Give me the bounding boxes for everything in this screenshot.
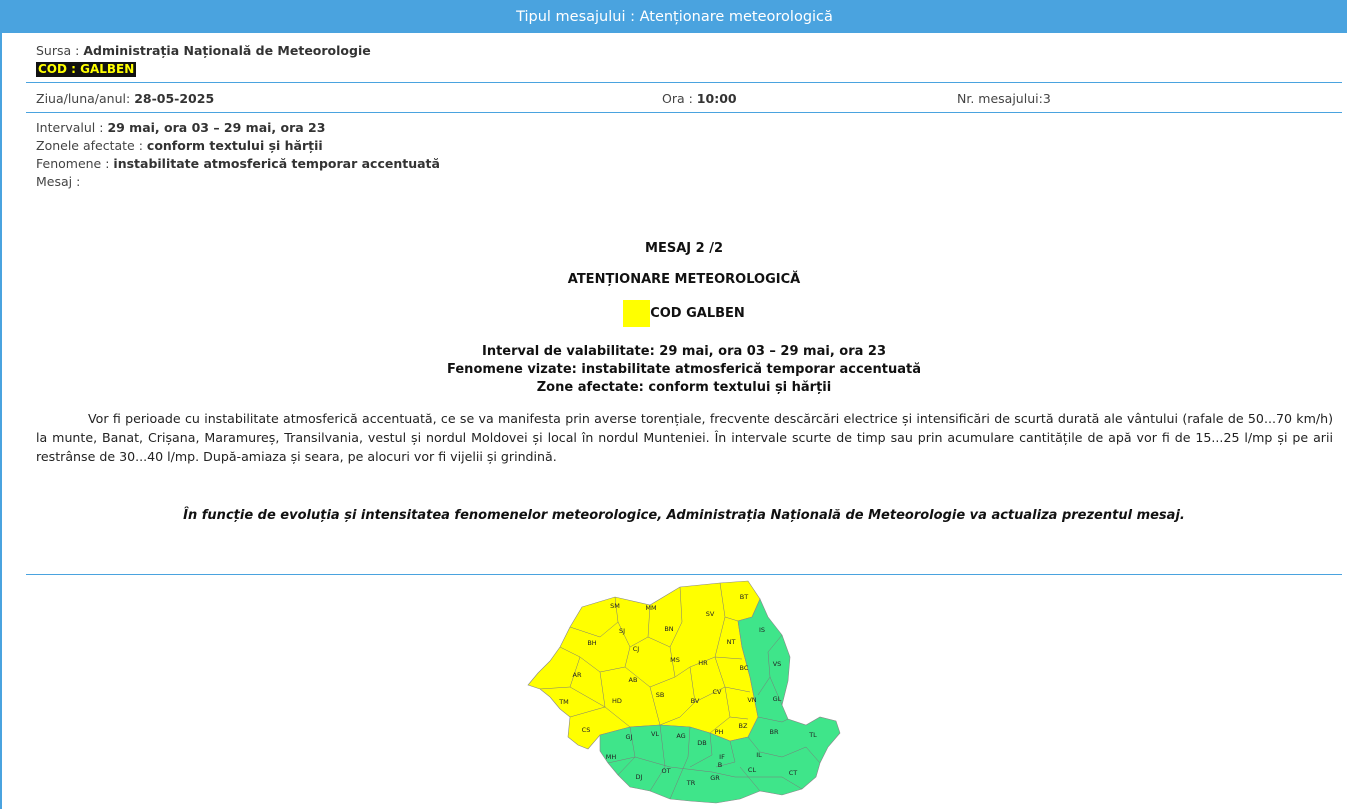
county-label-gj: GJ	[625, 733, 633, 741]
message-label-line	[36, 174, 80, 189]
county-label-dj: DJ	[635, 773, 643, 781]
hour-value: 10:00	[696, 91, 737, 106]
county-label-tm: TM	[559, 698, 569, 706]
county-label-tr: TR	[686, 779, 696, 787]
message-body: Vor fi perioade cu instabilitate atmosferică accentuată, ce se va manifesta prin averse torențiale, frecvente descărcări electrice și intensificări de scurtă durată ale vântului (rafale de 50...70 km/h) la munte, Banat, Crișana, Maramureș, Transilvania, vestul și nordul Moldovei și local în nordul Munteniei. În intervale scurte de timp sau prin acumulare cantitățile de apă vor fi de 15...25 l/mp și pe arii restrânse de 30...40 l/mp. După-amiaza și seara, pe alocuri vor fi vijelii și grindină.	[36, 411, 1333, 464]
code-color-swatch	[623, 300, 650, 327]
county-label-vl: VL	[650, 730, 660, 738]
county-label-ph: PH	[714, 728, 724, 736]
number-line	[957, 91, 1051, 106]
phenomena-line	[36, 156, 440, 171]
county-label-br: BR	[769, 728, 779, 736]
closing-note: În funcție de evoluția și intensitatea fenomenelor meteorologice, Administrația Națională de Meteorologie va actualiza prezentul mesaj.	[183, 508, 1185, 523]
affected-zones: Zone afectate: conform textului și hărții	[536, 380, 832, 395]
county-label-bc: BC	[739, 664, 749, 672]
county-label-cj: CJ	[632, 645, 640, 653]
interval-line	[36, 120, 325, 135]
left-border	[0, 0, 2, 809]
county-label-sm: SM	[610, 602, 620, 610]
source-value: Administrația Națională de Meteorologie	[83, 43, 371, 58]
county-label-ct: CT	[788, 769, 798, 777]
message-label: Mesaj :	[36, 174, 81, 189]
county-label-cv: CV	[712, 688, 722, 696]
county-label-mh: MH	[605, 753, 617, 761]
county-label-bv: BV	[690, 697, 700, 705]
code-text: COD GALBEN	[650, 306, 745, 321]
zones-line	[36, 138, 323, 153]
source-label: Sursa :	[36, 43, 84, 58]
county-label-ab: AB	[628, 676, 638, 684]
county-label-gr: GR	[710, 774, 720, 782]
zones-label: Zonele afectate :	[36, 138, 147, 153]
message-title: ATENȚIONARE METEOROLOGICĂ	[567, 272, 801, 287]
county-label-if: IF	[719, 753, 725, 761]
targeted-phenomena: Fenomene vizate: instabilitate atmosferică temporar accentuată	[447, 362, 921, 377]
validity-interval: Interval de valabilitate: 29 mai, ora 03 – 29 mai, ora 23	[481, 344, 887, 359]
county-label-bt: BT	[739, 593, 749, 601]
county-label-cl: CL	[747, 766, 757, 774]
county-label-ms: MS	[670, 656, 680, 664]
county-label-sv: SV	[705, 610, 715, 618]
county-label-hr: HR	[698, 659, 708, 667]
message-type-header: Tipul mesajului : Atenționare meteorologică	[2, 0, 1347, 33]
county-label-b: B	[717, 761, 723, 769]
county-label-vn: VN	[747, 696, 757, 704]
interval-label: Intervalul :	[36, 120, 108, 135]
divider-top	[26, 82, 1342, 83]
county-label-ot: OT	[661, 767, 671, 775]
code-row	[26, 300, 1342, 327]
date-value: 28-05-2025	[134, 91, 215, 106]
county-label-is: IS	[758, 626, 766, 634]
date-line	[36, 91, 214, 106]
county-label-mm: MM	[645, 604, 657, 612]
county-label-il: IL	[756, 751, 762, 759]
code-line	[36, 61, 136, 77]
county-label-bz: BZ	[738, 722, 748, 730]
number-label: Nr. mesajului:	[957, 91, 1043, 106]
county-label-vs: VS	[772, 660, 782, 668]
county-label-ar: AR	[572, 671, 582, 679]
cod-badge: COD : GALBEN	[38, 62, 135, 76]
message-part: MESAJ 2 /2	[645, 241, 723, 256]
county-label-hd: HD	[612, 697, 622, 705]
county-label-bn: BN	[664, 625, 674, 633]
phenomena-value: instabilitate atmosferică temporar accentuată	[113, 156, 440, 171]
hour-line	[662, 91, 737, 106]
county-label-sj: SJ	[618, 627, 626, 635]
number-value: 3	[1042, 91, 1051, 106]
county-label-nt: NT	[726, 638, 736, 646]
county-label-sb: SB	[655, 691, 665, 699]
county-label-db: DB	[697, 739, 707, 747]
divider-map	[26, 574, 1342, 575]
interval-value: 29 mai, ora 03 – 29 mai, ora 23	[107, 120, 326, 135]
county-label-cs: CS	[581, 726, 591, 734]
date-label: Ziua/luna/anul:	[36, 91, 135, 106]
hour-label: Ora :	[662, 91, 697, 106]
warning-map	[520, 577, 850, 809]
source-line	[36, 43, 371, 58]
zones-value: conform textului și hărții	[146, 138, 323, 153]
divider-mid	[26, 112, 1342, 113]
county-label-bh: BH	[587, 639, 597, 647]
county-label-ag: AG	[676, 732, 686, 740]
county-label-gl: GL	[772, 695, 782, 703]
yellow-zone-area	[528, 581, 760, 749]
phenomena-label: Fenomene :	[36, 156, 114, 171]
county-label-tl: TL	[809, 731, 817, 739]
